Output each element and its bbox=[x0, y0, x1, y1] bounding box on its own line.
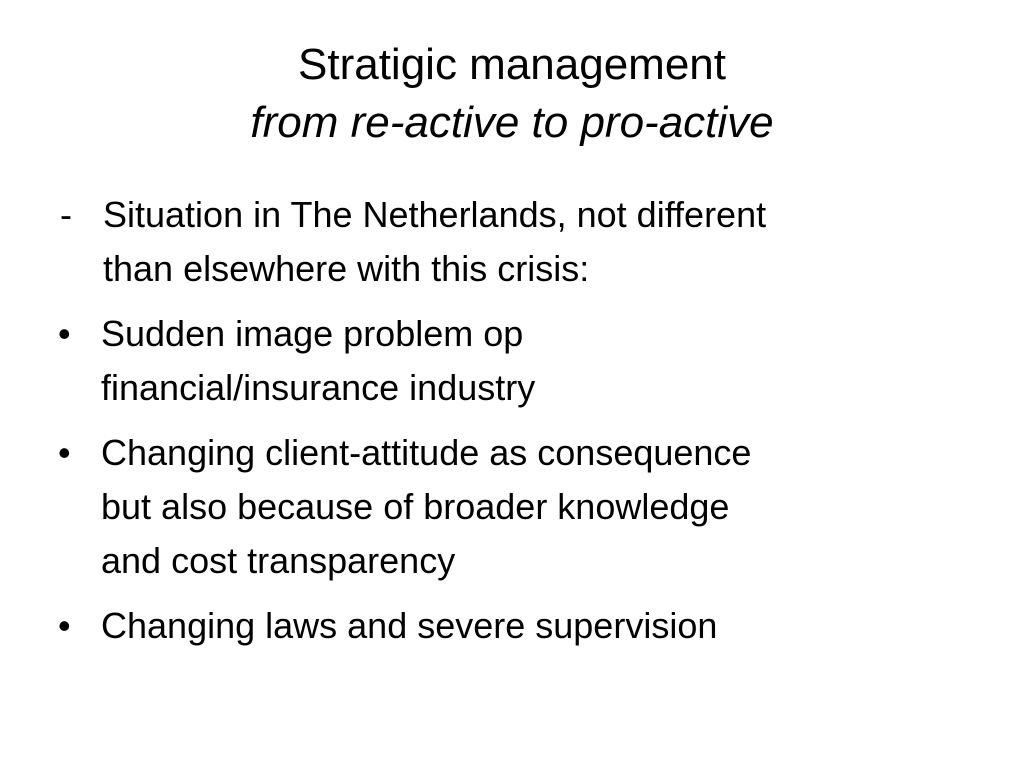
text-line: Situation in The Netherlands, not different bbox=[103, 194, 767, 235]
bullet-marker: • bbox=[58, 432, 71, 473]
text-line: Changing client-attitude as consequence bbox=[101, 432, 752, 473]
text-line: Sudden image problem op bbox=[101, 313, 524, 354]
list-item-text bbox=[101, 599, 958, 653]
slide-title bbox=[0, 36, 1024, 152]
list-item-text bbox=[101, 426, 958, 588]
list-item-text bbox=[101, 307, 958, 415]
text-line: financial/insurance industry bbox=[101, 367, 536, 408]
text-line: but also because of broader knowledge bbox=[101, 486, 730, 527]
list-item bbox=[58, 599, 958, 653]
list-item-text bbox=[103, 188, 958, 296]
bullet-marker: • bbox=[58, 313, 71, 354]
text-line: and cost transparency bbox=[101, 540, 456, 581]
list-item bbox=[58, 426, 958, 588]
text-line: Changing laws and severe supervision bbox=[101, 605, 718, 646]
title-subtitle: from re-active to pro-active bbox=[250, 98, 774, 147]
list-item bbox=[58, 188, 958, 296]
bullet-list bbox=[58, 188, 958, 664]
bullet-marker: • bbox=[58, 605, 71, 646]
list-item bbox=[58, 307, 958, 415]
title-main: Stratigic management bbox=[298, 40, 726, 89]
dash-marker: - bbox=[60, 194, 72, 235]
text-line: than elsewhere with this crisis: bbox=[103, 248, 590, 289]
